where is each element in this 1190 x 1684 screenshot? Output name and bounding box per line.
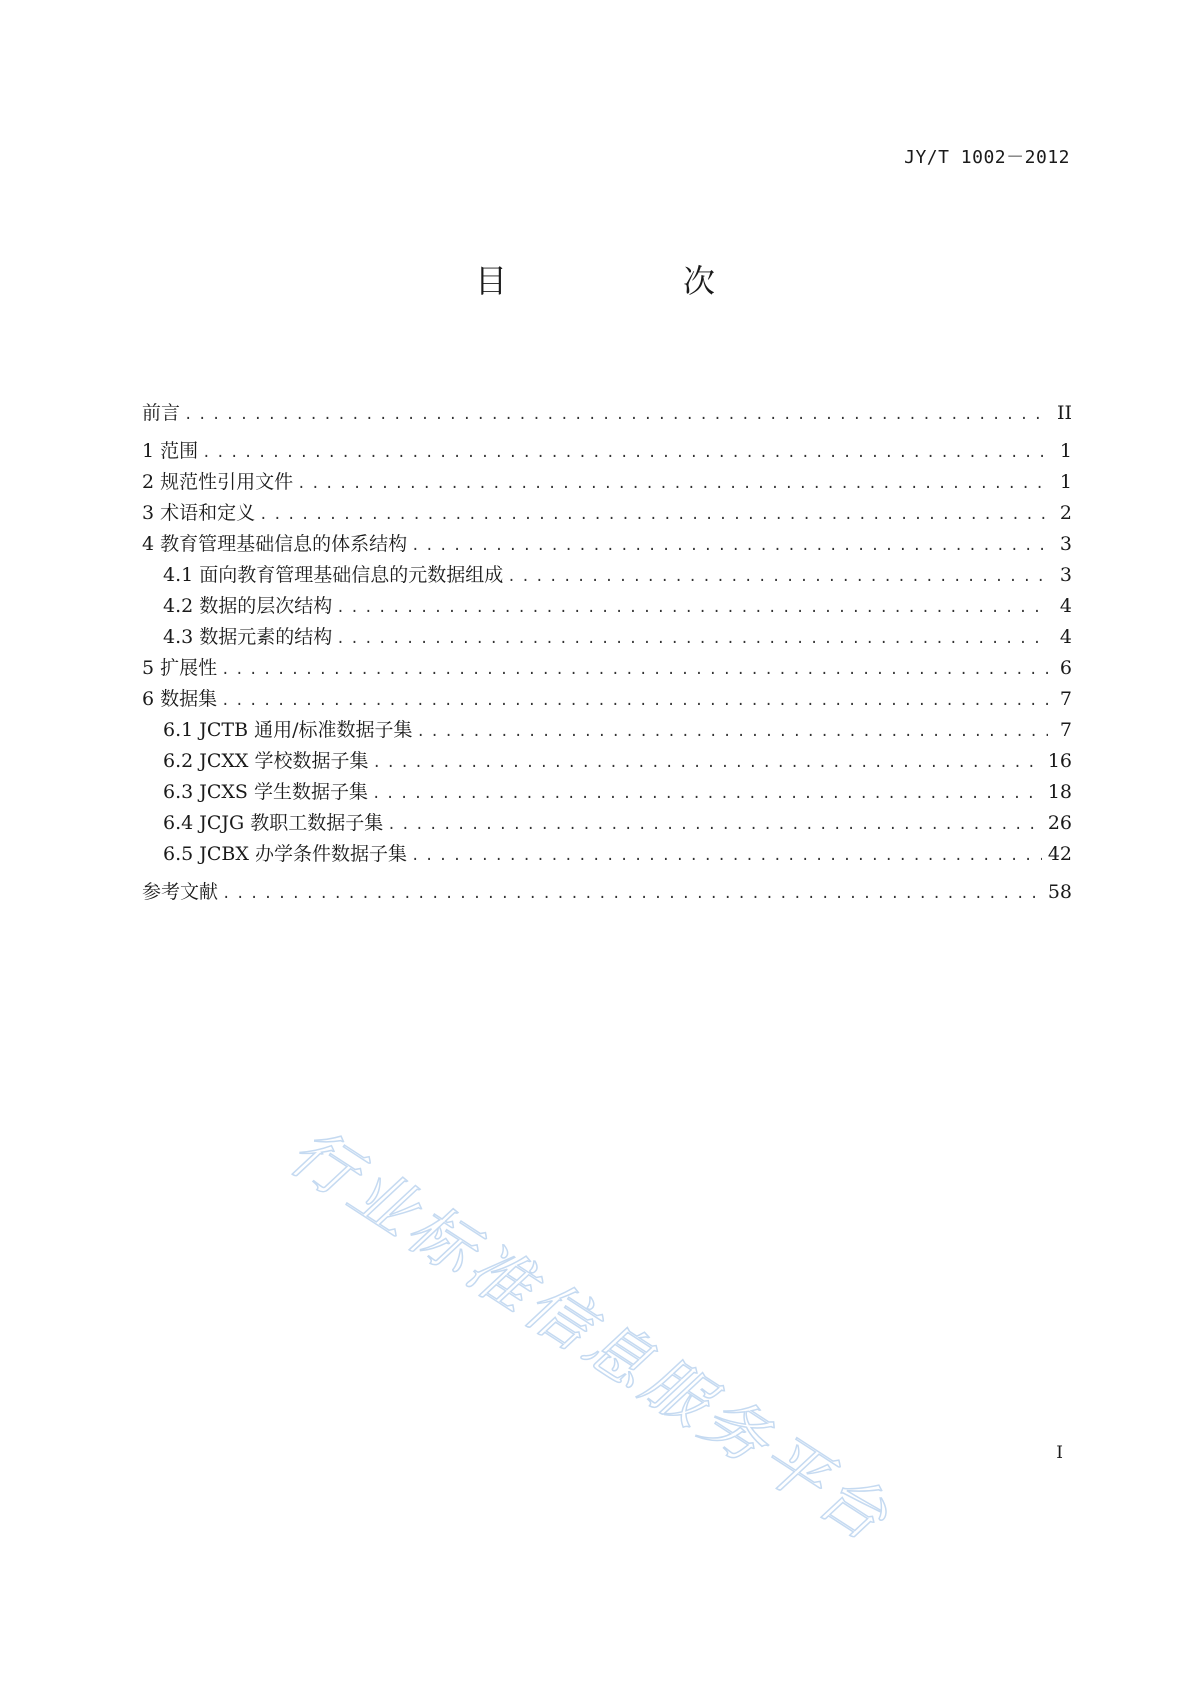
toc-entry-6-4[interactable] xyxy=(142,808,1072,839)
toc-entry-page: 7 xyxy=(1059,688,1072,710)
toc-entry-label: 6.4 JCJG 教职工数据子集 xyxy=(163,812,384,834)
page-number: I xyxy=(1056,1443,1063,1463)
toc-entry-page: 1 xyxy=(1059,440,1072,462)
toc-leader-dots xyxy=(411,841,1042,872)
toc-entry-6-1[interactable] xyxy=(142,715,1072,746)
toc-entry-label: 6.1 JCTB 通用/标准数据子集 xyxy=(163,719,413,741)
toc-entry-label: 4.2 数据的层次结构 xyxy=(163,595,333,617)
toc-leader-dots xyxy=(184,400,1048,431)
toc-entry-label: 6.3 JCXS 学生数据子集 xyxy=(163,781,368,803)
toc-leader-dots xyxy=(202,438,1048,469)
toc-entry-5[interactable] xyxy=(142,653,1072,684)
toc-leader-dots xyxy=(221,655,1048,686)
toc-entry-page: 4 xyxy=(1059,595,1072,617)
toc-entry-6-2[interactable] xyxy=(142,746,1072,777)
document-code: JY/T 1002－2012 xyxy=(904,147,1070,168)
toc-entry-page: 16 xyxy=(1047,750,1072,772)
toc-entry-4[interactable] xyxy=(142,529,1072,560)
table-of-contents xyxy=(142,398,1072,908)
toc-leader-dots xyxy=(259,500,1048,531)
toc-entry-6-5[interactable] xyxy=(142,839,1072,870)
toc-entry-page: 42 xyxy=(1047,843,1072,865)
toc-entry-label: 5 扩展性 xyxy=(142,657,218,679)
toc-entry-label: 6.2 JCXX 学校数据子集 xyxy=(163,750,369,772)
toc-leader-dots xyxy=(387,810,1042,841)
watermark: 行业标准信息服务平台 xyxy=(276,1115,904,1559)
toc-entry-4-1[interactable] xyxy=(142,560,1072,591)
toc-entry-page: 2 xyxy=(1059,502,1072,524)
toc-entry-label: 1 范围 xyxy=(142,440,199,462)
toc-leader-dots xyxy=(336,593,1048,624)
toc-entry-label: 3 术语和定义 xyxy=(142,502,256,524)
toc-entry-6-3[interactable] xyxy=(142,777,1072,808)
toc-leader-dots xyxy=(336,624,1048,655)
toc-entry-page: 6 xyxy=(1059,657,1072,679)
toc-entry-label: 6 数据集 xyxy=(142,688,218,710)
toc-entry-page: 58 xyxy=(1047,881,1072,903)
toc-entry-6[interactable] xyxy=(142,684,1072,715)
toc-leader-dots xyxy=(222,879,1042,910)
toc-leader-dots xyxy=(507,562,1048,593)
toc-entry-label: 4.1 面向教育管理基础信息的元数据组成 xyxy=(163,564,504,586)
toc-entry-3[interactable] xyxy=(142,498,1072,529)
toc-leader-dots xyxy=(297,469,1048,500)
toc-entry-4-2[interactable] xyxy=(142,591,1072,622)
toc-leader-dots xyxy=(411,531,1048,562)
toc-entry-page: 3 xyxy=(1059,564,1072,586)
toc-leader-dots xyxy=(417,717,1049,748)
toc-entry-4-3[interactable] xyxy=(142,622,1072,653)
toc-entry-label: 前言 xyxy=(142,402,181,424)
toc-entry-label: 4.3 数据元素的结构 xyxy=(163,626,333,648)
toc-entry-page: 1 xyxy=(1059,471,1072,493)
toc-entry-1[interactable] xyxy=(142,436,1072,467)
toc-entry-page: 26 xyxy=(1047,812,1072,834)
toc-entry-bibliography[interactable] xyxy=(142,877,1072,908)
toc-entry-page: II xyxy=(1056,402,1072,424)
toc-leader-dots xyxy=(221,686,1048,717)
toc-entry-label: 4 教育管理基础信息的体系结构 xyxy=(142,533,408,555)
toc-entry-label: 6.5 JCBX 办学条件数据子集 xyxy=(163,843,407,865)
toc-entry-2[interactable] xyxy=(142,467,1072,498)
toc-entry-page: 3 xyxy=(1059,533,1072,555)
toc-entry-page: 18 xyxy=(1047,781,1072,803)
toc-entry-label: 参考文献 xyxy=(142,881,219,903)
toc-entry-foreword[interactable] xyxy=(142,398,1072,429)
toc-leader-dots xyxy=(372,779,1042,810)
toc-entry-page: 4 xyxy=(1059,626,1072,648)
toc-leader-dots xyxy=(373,748,1042,779)
toc-entry-label: 2 规范性引用文件 xyxy=(142,471,294,493)
toc-title: 目 次 xyxy=(474,262,787,300)
toc-entry-page: 7 xyxy=(1059,719,1072,741)
